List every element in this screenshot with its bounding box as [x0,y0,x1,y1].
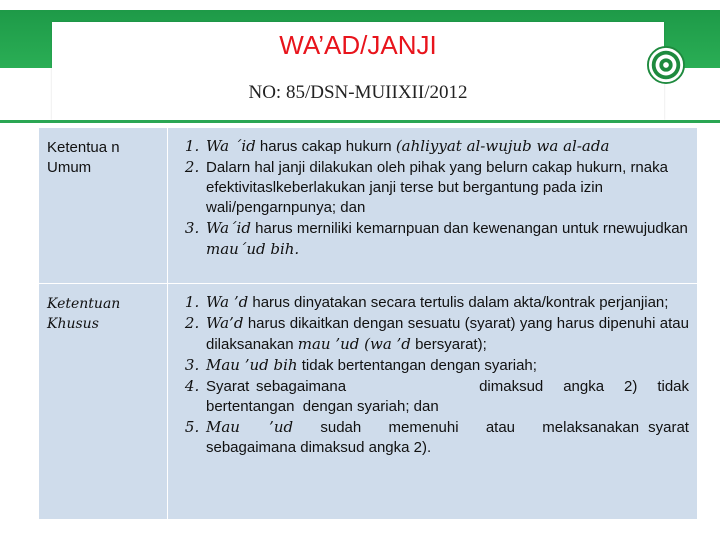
row-label: Ketentua n Umum [39,128,168,284]
mui-logo-icon [647,46,685,84]
row-content [168,284,702,520]
row-label: Ketentuan Khusus [39,284,168,520]
special-rules-list [168,284,702,458]
list-item: 4. Syarat sebagaimana dimaksud angka 2) tidak bertentangan dengan syariah; dan [204,376,689,417]
page-title: WA’AD/JANJI [279,30,437,60]
list-item: 5. Mau ’ud sudah memenuhi atau melaksanakan syarat sebagaimana dimaksud angka 2). [204,417,689,458]
page-subtitle: NO: 85/DSN-MUIIXII/2012 [248,82,468,103]
slide-header [0,0,720,125]
list-item: 3. Mau ’ud bih tidak bertentangan dengan syariah; [204,355,689,376]
list-item: 2. Wa’d harus dikaitkan dengan sesuatu (syarat) yang harus dipenuhi atau dilaksanakan mau ’ud (wa ’d bersyarat); [204,313,689,355]
table-row [39,128,698,284]
rules-table [38,127,702,520]
table-row [39,284,698,520]
list-item: 1. Wa ’d harus dinyatakan secara tertulis dalam akta/kontrak perjanjian; [204,292,689,313]
list-item: 3. Wa´id harus merniliki kemarnpuan dan kewenangan untuk rnewujudkan mau´ud bih. [204,218,689,260]
row-content [168,128,698,284]
list-item: 1. Wa ´id harus cakap hukurn (ahliyyat al-wujub wa al-ada [204,136,689,157]
list-item: 2. Dalarn hal janji dilakukan oleh pihak yang belurn cakap hukurn, rnaka efektivitaslkeberlakukan janji terse but bergantung pada izin wali/pengarnpunya; dan [204,157,689,218]
general-rules-list [168,128,697,260]
header-divider [0,120,720,123]
